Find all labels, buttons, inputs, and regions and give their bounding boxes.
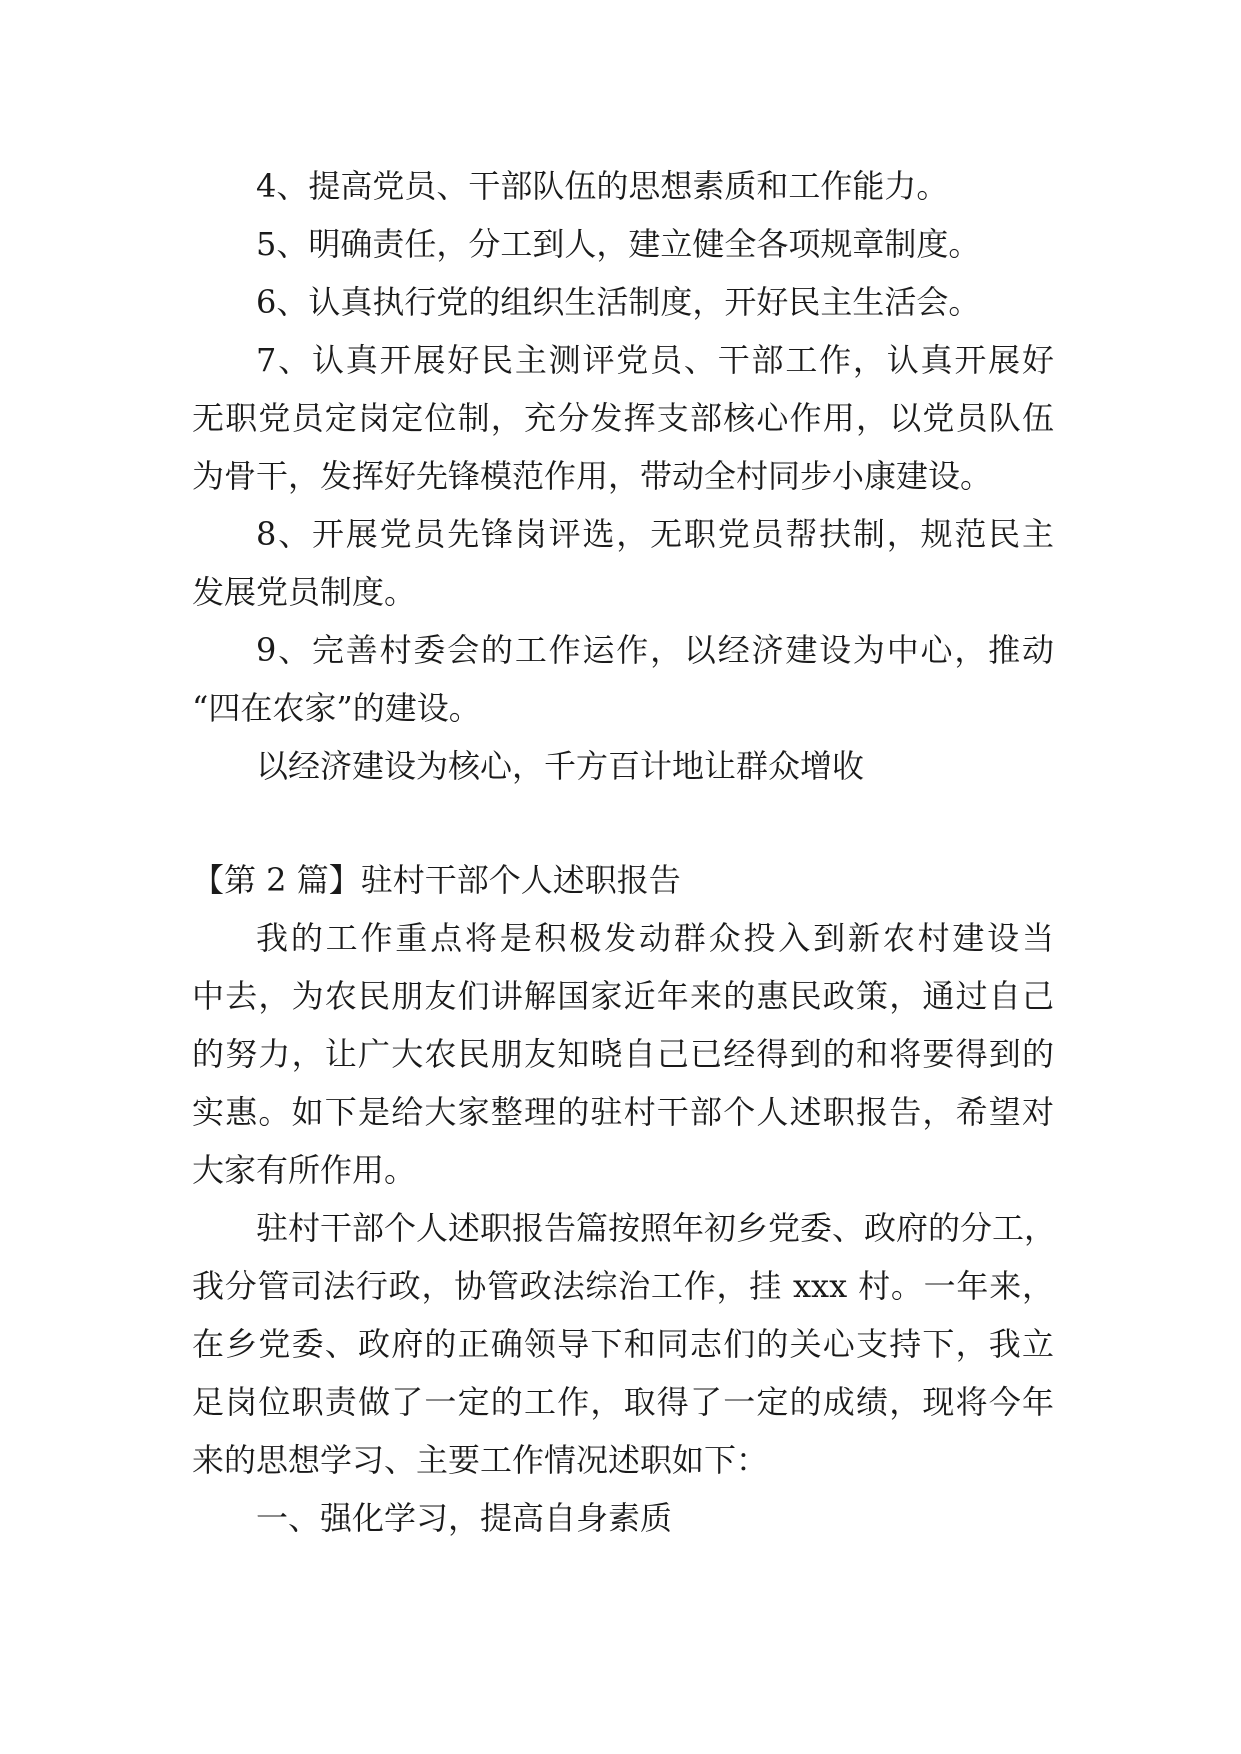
text-line: 足岗位职责做了一定的工作，取得了一定的成绩，现将今年 xyxy=(192,1383,1054,1421)
text-line: 中去，为农民朋友们讲解国家近年来的惠民政策，通过自己 xyxy=(192,977,1054,1015)
text-line: 在乡党委、政府的正确领导下和同志们的关心支持下，我立 xyxy=(192,1325,1054,1363)
text-line: 6、认真执行党的组织生活制度，开好民主生活会。 xyxy=(256,283,981,321)
text-line: 的努力，让广大农民朋友知晓自己已经得到的和将要得到的 xyxy=(192,1035,1054,1073)
paragraph-item-5 xyxy=(192,215,1054,273)
text-line: 驻村干部个人述职报告篇按照年初乡党委、政府的分工， xyxy=(256,1209,1057,1247)
text-line: 以经济建设为核心，千方百计地让群众增收 xyxy=(256,747,865,785)
text-line: 4、提高党员、干部队伍的思想素质和工作能力。 xyxy=(256,167,949,205)
paragraph-item-8 xyxy=(192,505,1054,621)
paragraph-subheading xyxy=(192,1489,1054,1547)
text-line: 来的思想学习、主要工作情况述职如下： xyxy=(192,1441,769,1479)
text-line: 发展党员制度。 xyxy=(192,573,417,611)
section-heading xyxy=(192,851,1054,909)
section-title: 【第 2 篇】驻村干部个人述职报告 xyxy=(192,861,681,899)
text-line: 我分管司法行政，协管政法综治工作，挂 xxx 村。一年来， xyxy=(192,1267,1054,1305)
section-spacer xyxy=(192,795,1054,851)
paragraph-item-9 xyxy=(192,621,1054,737)
text-line: 8、开展党员先锋岗评选，无职党员帮扶制，规范民主 xyxy=(256,515,1054,553)
paragraph-intro xyxy=(192,909,1054,1199)
text-line: 5、明确责任，分工到人，建立健全各项规章制度。 xyxy=(256,225,981,263)
paragraph-item-6 xyxy=(192,273,1054,331)
paragraph-report xyxy=(192,1199,1057,1489)
text-line: “四在农家”的建设。 xyxy=(192,689,481,727)
paragraph-subheading xyxy=(192,737,1054,795)
text-line: 9、完善村委会的工作运作，以经济建设为中心，推动 xyxy=(256,631,1054,669)
text-line: 无职党员定岗定位制，充分发挥支部核心作用，以党员队伍 xyxy=(192,399,1054,437)
text-line: 大家有所作用。 xyxy=(192,1151,417,1189)
text-line: 一、强化学习，提高自身素质 xyxy=(256,1499,673,1537)
text-line: 为骨干，发挥好先锋模范作用，带动全村同步小康建设。 xyxy=(192,457,993,495)
text-line: 我的工作重点将是积极发动群众投入到新农村建设当 xyxy=(256,919,1054,957)
paragraph-item-7 xyxy=(192,331,1054,505)
paragraph-item-4 xyxy=(192,157,1054,215)
document-body xyxy=(192,157,1057,1547)
text-line: 7、认真开展好民主测评党员、干部工作，认真开展好 xyxy=(256,341,1054,379)
text-line: 实惠。如下是给大家整理的驻村干部个人述职报告，希望对 xyxy=(192,1093,1054,1131)
